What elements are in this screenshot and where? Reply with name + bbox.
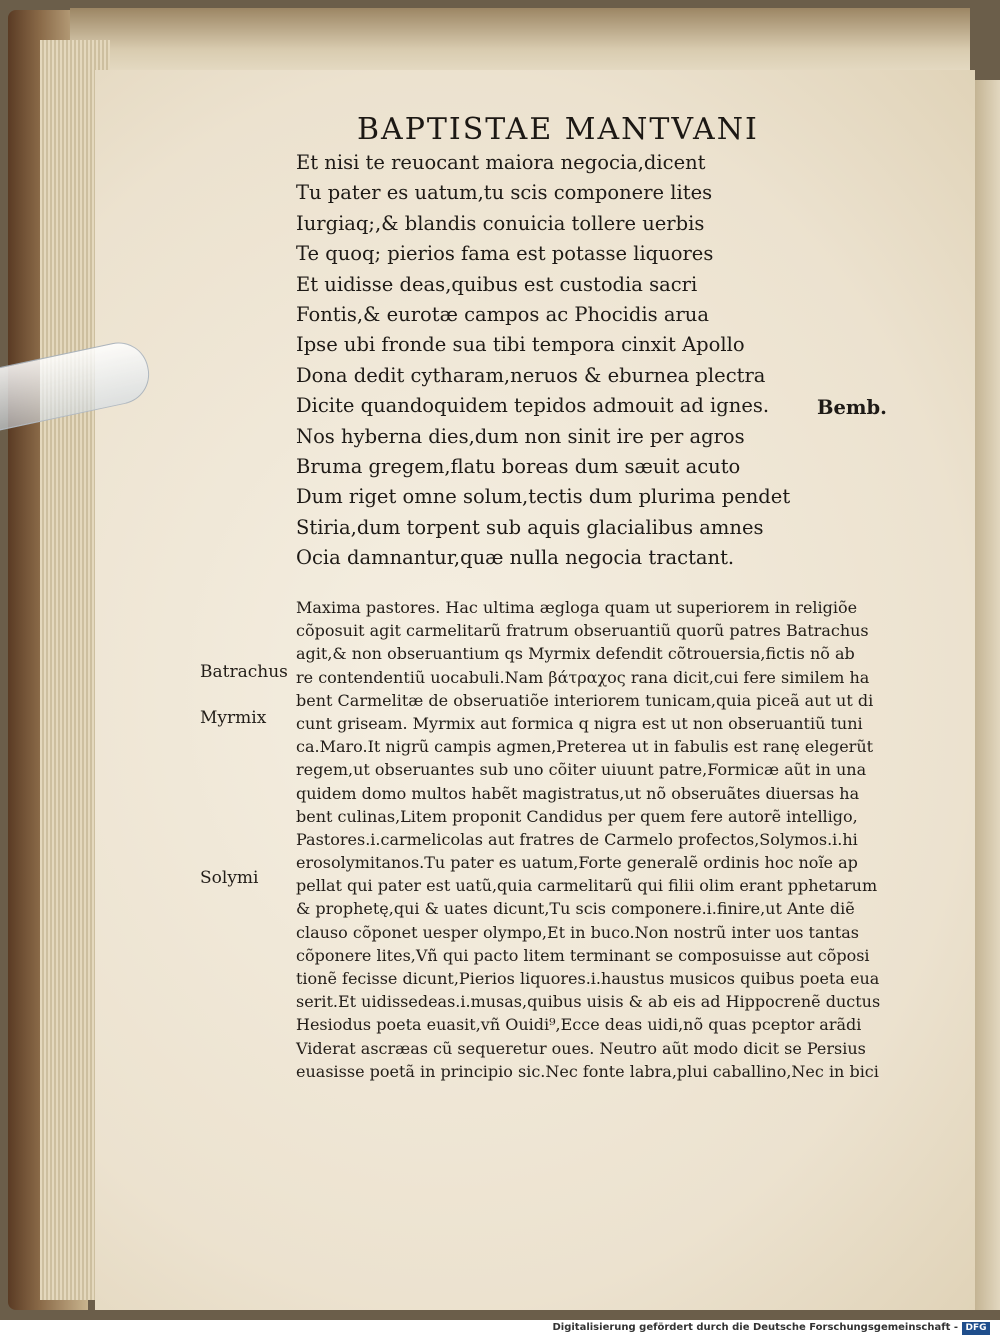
commentary-line: Hesiodus poeta euasit,vñ Ouidi⁹,Ecce deas uidi,nõ quas pceptor arãdi — [296, 1015, 862, 1035]
commentary-line: & prophetę,qui & uates dicunt,Tu scis componere.i.finire,ut Ante diẽ — [296, 899, 855, 919]
commentary-line: erosolymitanos.Tu pater es uatum,Forte generalẽ ordinis hoc noĩe ap — [296, 853, 858, 873]
verse-block — [296, 148, 790, 573]
commentary-line: agit,& non obseruantium qs Myrmix defendit cõtrouersia,fictis nõ ab — [296, 644, 855, 664]
verse-line: Et nisi te reuocant maiora negocia,dicent — [296, 151, 706, 174]
verse-line: Fontis,& eurotæ campos ac Phocidis arua — [296, 302, 709, 326]
book-top-edge — [70, 8, 970, 78]
commentary-line: cõposuit agit carmelitarũ fratrum obseruantiũ quorũ patres Batrachus — [296, 621, 869, 641]
verse-line: Ipse ubi fronde sua tibi tempora cinxit Apollo — [296, 333, 745, 357]
commentary-line: pellat qui pater est uatũ,quia carmelitarũ qui filii olim erant pphetarum — [296, 876, 878, 896]
verse-line: Iurgiaq;,& blandis conuicia tollere uerbis — [296, 211, 705, 235]
footer-credit: Digitalisierung gefördert durch die Deutsche Forschungsgemeinschaft - — [552, 1322, 958, 1333]
verse-line: Te quoq; pierios fama est potasse liquores — [296, 242, 714, 266]
commentary-line: re contendentiũ uocabuli.Nam βάτραχος rana dicit,cui fere similem ha — [296, 667, 870, 687]
commentary-line: bent culinas,Litem proponit Candidus per quem fere autorẽ intelligo, — [296, 806, 858, 826]
commentary-block — [296, 596, 880, 1083]
verse-line: Ocia damnantur,quæ nulla negocia tractant. — [296, 546, 735, 570]
commentary-line: bent Carmelitæ de obseruatiõe interiorem tunicam,quia piceã aut ut di — [296, 690, 874, 710]
verse-line: Dicite quandoquidem tepidos admouit ad ignes. — [296, 394, 770, 418]
verse-line: Dona dedit cytharam,neruos & eburnea plectra — [296, 363, 766, 387]
page-header: BAPTISTAE MANTVANI — [357, 112, 759, 147]
verse-line: Nos hyberna dies,dum non sinit ire per agros — [296, 424, 745, 448]
commentary-line: Maxima pastores. Hac ultima æglogа quam ut superiorem in religiõe — [296, 598, 858, 617]
commentary-line: cõponere lites,Vñ qui pacto litem terminant se composuisse aut cõposi — [296, 945, 870, 965]
margin-note-batrachus: Batrachus — [200, 662, 288, 682]
commentary-line: regem,ut obseruantes sub uno cõiter uiuunt patre,Formicæ aũt in una — [296, 760, 867, 780]
verse-line: Stiria,dum torpent sub aquis glacialibus amnes — [296, 515, 764, 539]
commentary-line: serit.Et uidissedeas.i.musas,quibus uisis & ab eis ad Hippocrenẽ ductus — [296, 992, 881, 1012]
verse-margin-note: Bemb. — [817, 396, 887, 419]
verse-line: Et uidisse deas,quibus est custodia sacri — [296, 272, 698, 296]
verse-line: Dum riget omne solum,tectis dum plurima pendet — [296, 485, 791, 509]
commentary-line: clauso cõponet uesper olympo,Et in buco.Non nostrũ inter uos tantas — [296, 922, 859, 942]
margin-note-solymi: Solymi — [200, 868, 259, 888]
commentary-line: ca.Maro.It nigrũ campis agmen,Preterea ut in fabulis est ranę elegerũt — [296, 737, 874, 757]
commentary-line: Pastores.i.carmelicolas aut fratres de Carmelo profectos,Solymos.i.hi — [296, 829, 858, 849]
commentary-line: cunt griseam. Myrmix aut formica q nigra est ut non obseruantiũ tuni — [296, 713, 863, 733]
footer-bar — [0, 1320, 1000, 1338]
verse-line: Tu pater es uatum,tu scis componere lites — [296, 181, 713, 205]
commentary-line: euasisse poetã in principio sic.Nec fonte labra,plui caballino,Nec in bici — [296, 1061, 879, 1081]
dfg-logo-icon: DFG — [962, 1322, 990, 1335]
commentary-line: Viderat ascræas cũ sequeretur oues. Neutro aũt modo dicit se Persius — [296, 1038, 866, 1058]
margin-note-myrmix: Myrmix — [200, 708, 267, 728]
verse-line: Bruma gregem,flatu boreas dum sæuit acuto — [296, 454, 741, 478]
commentary-line: tionẽ fecisse dicunt,Pierios liquores.i.haustus musicos quibus poeta eua — [296, 969, 880, 988]
commentary-line: quidem domo multos habẽt magistratus,ut nõ obseruãtes diuersas ha — [296, 783, 860, 803]
